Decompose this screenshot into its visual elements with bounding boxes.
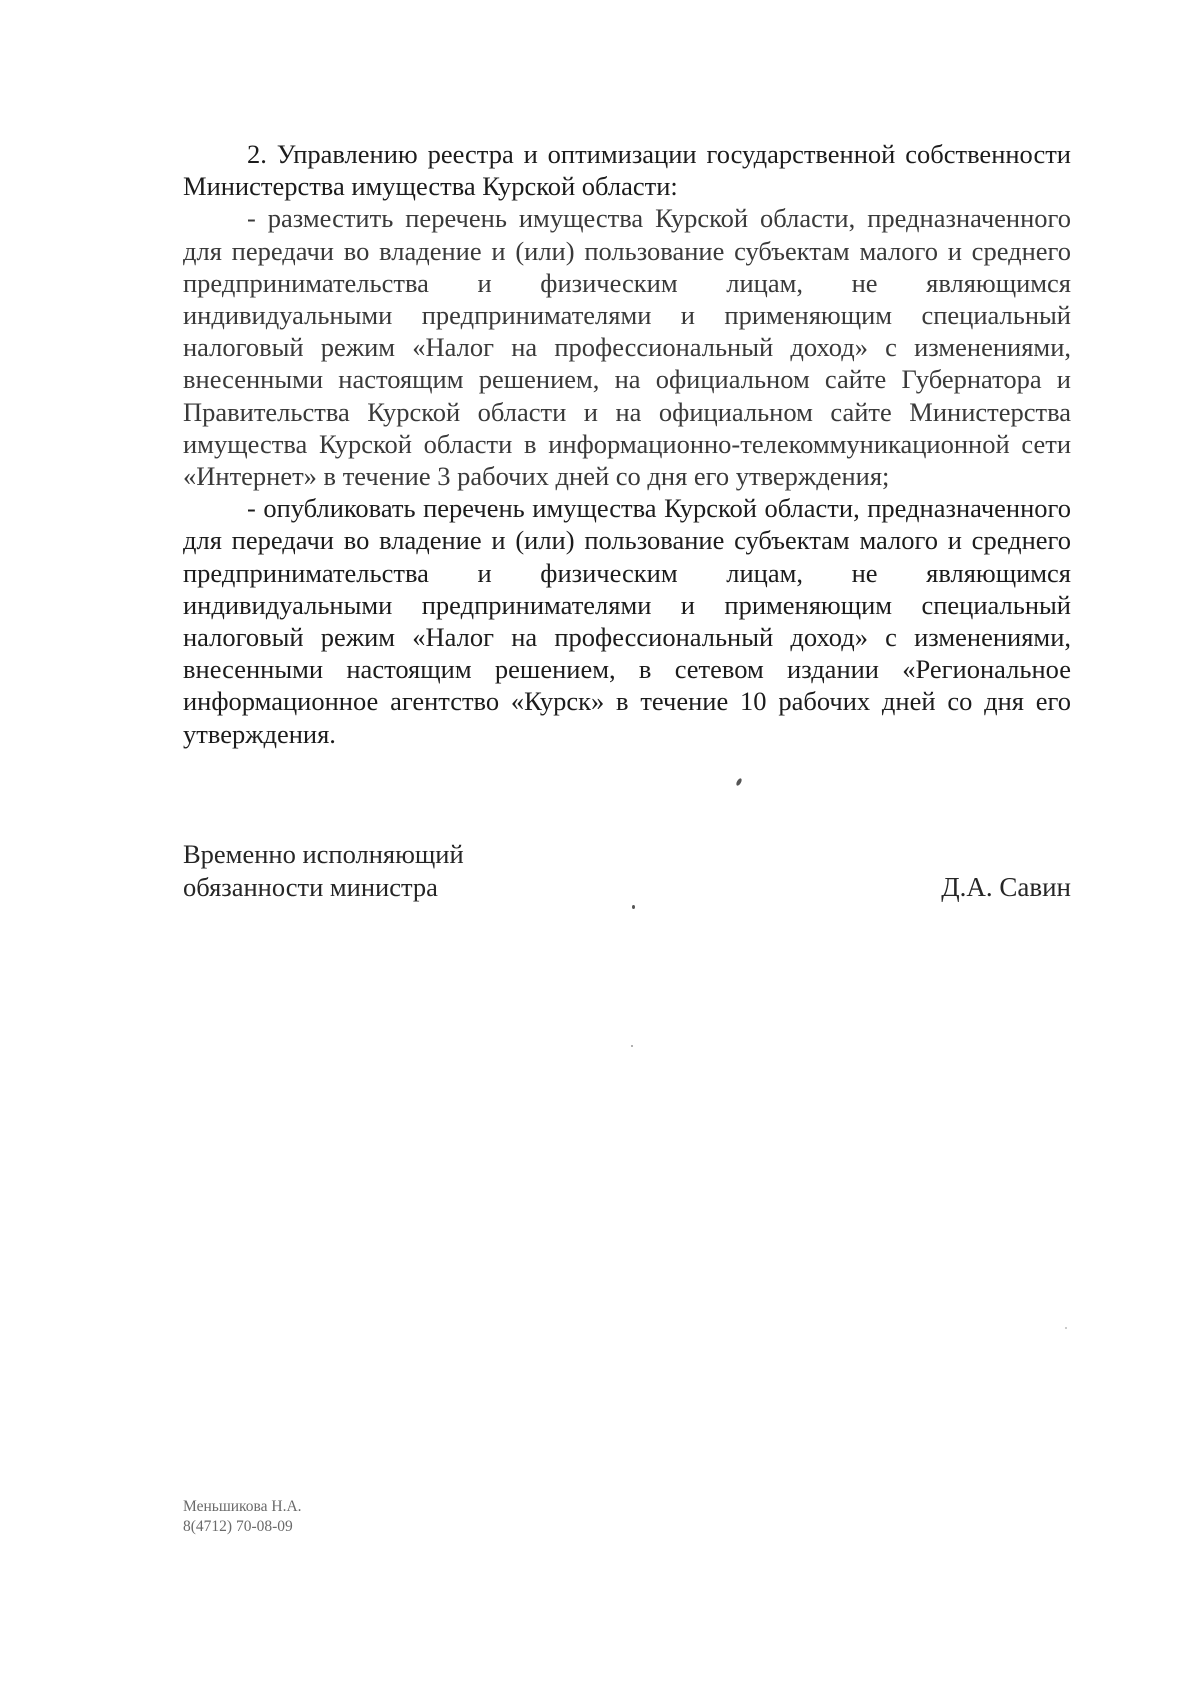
document-body <box>183 138 1071 750</box>
paragraph-instruction: 2. Управлению реестра и оптимизации государственной собственности Министерства имущества Курской области: <box>183 139 1071 202</box>
paragraph-publish-news-agency: - опубликовать перечень имущества Курской области, предназначенного для передачи во владение и (или) пользование субъектам малого и среднего предпринимательства и физическим лицам, не являющимся индивидуальными предпринимателями и применяющим специальный налоговый режим «Налог на профессиональный доход» с изменениями, внесенными настоящим решением, в сетевом издании «Региональное информационное агентство «Курск» в течение 10 рабочих дней со дня его утверждения. <box>183 493 1071 749</box>
signatory-title-line-2: обязанности министра <box>183 872 438 902</box>
signatory-name: Д.А. Савин <box>941 872 1071 902</box>
scan-speck <box>1065 1327 1067 1329</box>
scan-speck <box>735 778 742 787</box>
signature-block <box>183 838 1071 904</box>
scan-speck <box>631 1045 633 1047</box>
executor-phone: 8(4712) 70-08-09 <box>183 1518 293 1535</box>
executor-contact <box>183 1497 302 1537</box>
scan-speck <box>632 905 635 909</box>
signatory-title-line-1: Временно исполняющий <box>183 839 464 869</box>
executor-name: Меньшикова Н.А. <box>183 1498 302 1515</box>
paragraph-publish-online: - разместить перечень имущества Курской области, предназначенного для передачи во владение и (или) пользование субъектам малого и среднего предпринимательства и физическим лицам, не являющимся индивидуальными предпринимателями и применяющим специальный налоговый режим «Налог на профессиональный доход» с изменениями, внесенными настоящим решением, на официальном сайте Губернатора и Правительства Курской области и на официальном сайте Министерства имущества Курской области в информационно-телекоммуникационной сети «Интернет» в течение 3 рабочих дней со дня его утверждения; <box>183 203 1071 492</box>
